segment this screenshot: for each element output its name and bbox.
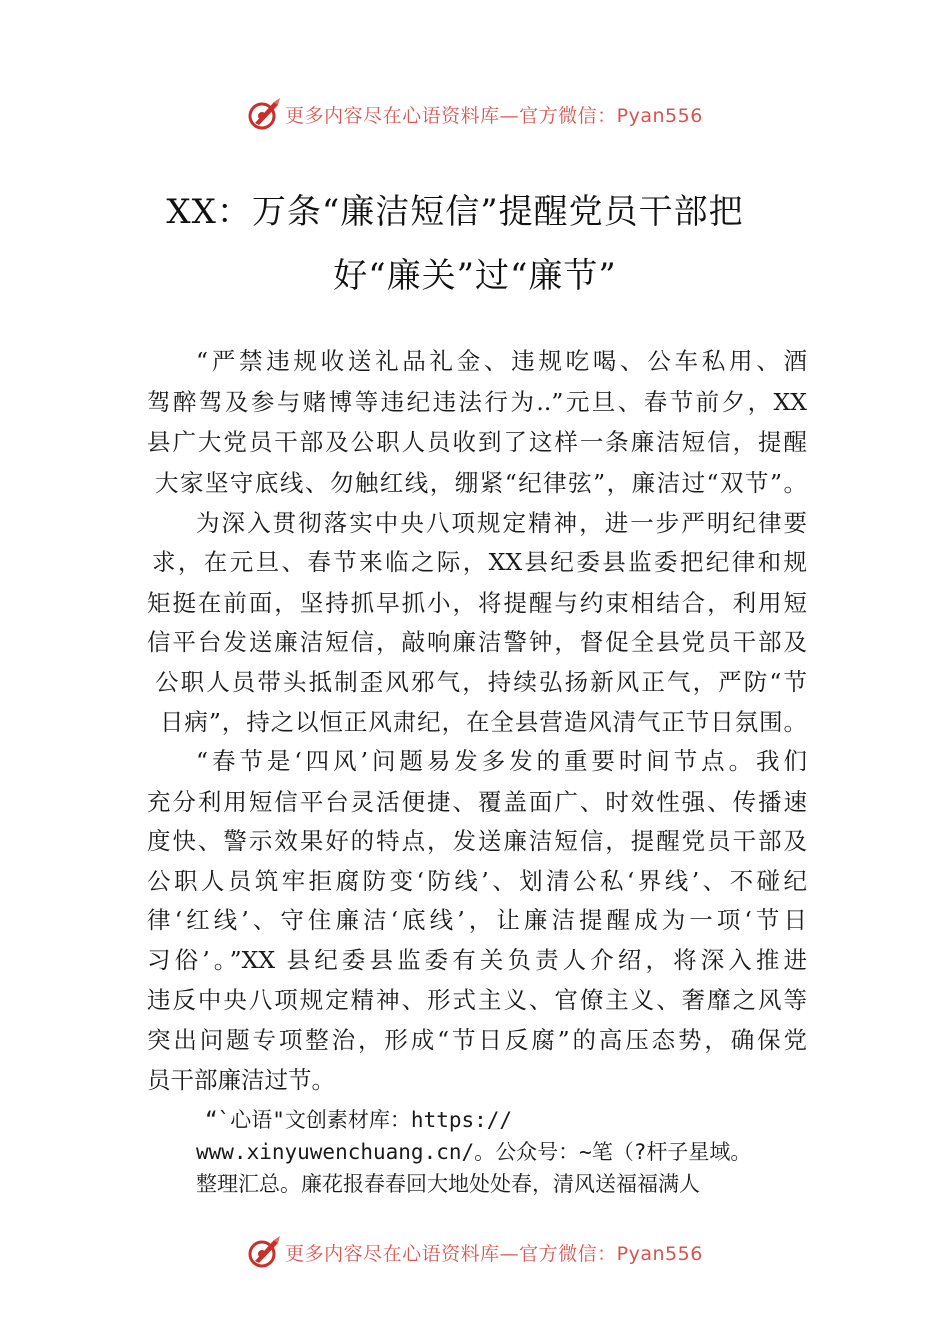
footer-banner: [0, 1232, 950, 1272]
quill-logo-icon: [247, 97, 281, 131]
header-banner-text: 更多内容尽在心语资料库—官方微信：Pyan556: [285, 104, 703, 127]
body-line: 驾醉驾及参与赌博等违纪违法行为..”元旦、春节前夕，XX: [147, 388, 807, 416]
body-line: 员干部廉洁过节。: [147, 1066, 335, 1094]
quill-logo-icon: [247, 1235, 281, 1269]
body-line: 日病”，持之以恒正风肃纪，在全县营造风清气正节日氛围。: [160, 708, 807, 736]
body-line: 大家坚守底线、勿触红线，绷紧“纪律弦”，廉洁过“双节”。: [155, 469, 807, 497]
body-line: 信平台发送廉洁短信，敲响廉洁警钟，督促全县党员干部及: [147, 628, 807, 656]
body-line: 公职人员带头抵制歪风邪气，持续弘扬新风正气，严防“节: [155, 668, 807, 696]
article-title-line-2: 好“廉关”过“廉节”: [333, 256, 617, 296]
body-line: 度快、警示效果好的特点，发送廉洁短信，提醒党员干部及: [147, 827, 807, 855]
body-line: 律‘红线’、守住廉洁‘底线’，让廉洁提醒成为一项‘节日: [147, 906, 807, 934]
body-line: 矩挺在前面，坚持抓早抓小，将提醒与约束相结合，利用短: [147, 589, 807, 617]
body-line: 违反中央八项规定精神、形式主义、官僚主义、奢靡之风等: [147, 986, 807, 1014]
body-line: 习俗’。”XX 县纪委县监委有关负责人介绍，将深入推进: [147, 946, 807, 974]
source-line: www.xinyuwenchuang.cn/。公众号：~笔（?杆子星域。: [196, 1140, 752, 1164]
body-line: 充分利用短信平台灵活便捷、覆盖面广、时效性强、传播速: [147, 788, 807, 816]
source-line: “`心语"文创素材库：https://: [205, 1108, 513, 1132]
body-line: 县广大党员干部及公职人员收到了这样一条廉洁短信，提醒: [147, 428, 807, 456]
footer-wechat-id: Pyan556: [616, 1242, 703, 1265]
body-line: “春节是‘四风’问题易发多发的重要时间节点。我们: [196, 747, 807, 775]
footer-banner-text: 更多内容尽在心语资料库—官方微信：Pyan556: [285, 1242, 703, 1265]
body-line: 突出问题专项整治，形成“节日反腐”的高压态势，确保党: [147, 1026, 807, 1054]
body-line: 求，在元旦、春节来临之际，XX县纪委县监委把纪律和规: [152, 548, 807, 576]
body-line: “严禁违规收送礼品礼金、违规吃喝、公车私用、酒: [196, 347, 807, 375]
header-banner: [0, 94, 950, 134]
article-title-line-1: XX：万条“廉洁短信”提醒党员干部把: [166, 192, 744, 232]
header-wechat-id: Pyan556: [616, 104, 703, 127]
body-line: 为深入贯彻落实中央八项规定精神，进一步严明纪律要: [196, 509, 807, 537]
body-line: 公职人员筑牢拒腐防变‘防线’、划清公私‘界线’、不碰纪: [147, 867, 807, 895]
source-line: 整理汇总。廉花报春春回大地处处春，清风送福福满人: [196, 1172, 700, 1196]
